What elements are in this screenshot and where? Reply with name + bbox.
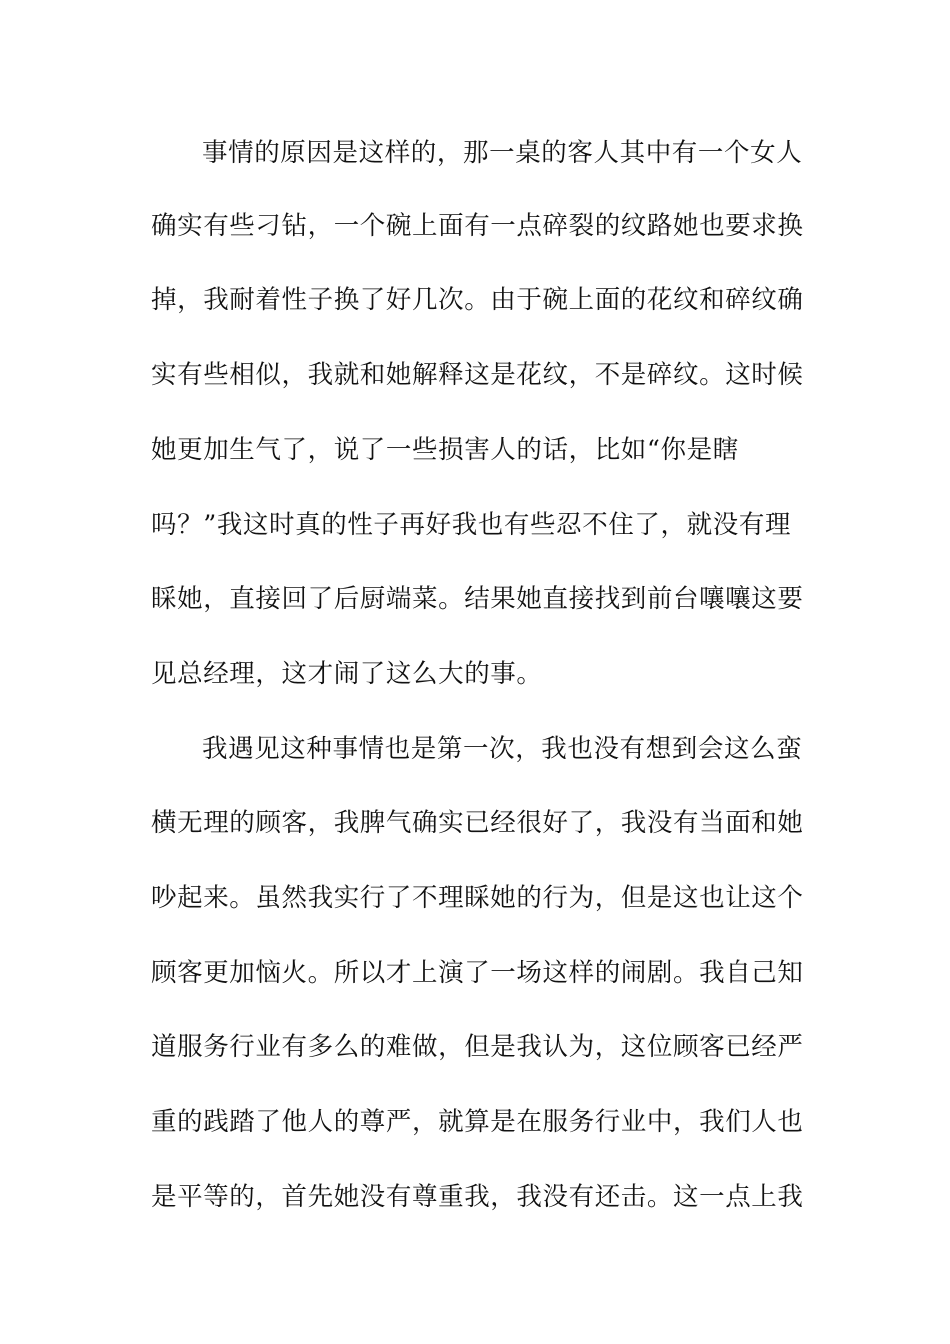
paragraph-2-line-6: 重的践踏了他人的尊严，就算是在服务行业中，我们人也 bbox=[151, 1107, 804, 1137]
paragraph-2-line-7: 是平等的，首先她没有尊重我，我没有还击。这一点上我 bbox=[151, 1182, 804, 1212]
paragraph-2-line-2: 横无理的顾客，我脾气确实已经很好了，我没有当面和她 bbox=[151, 808, 804, 838]
paragraph-1-line-2: 确实有些刁钻，一个碗上面有一点碎裂的纹路她也要求换 bbox=[151, 211, 804, 241]
paragraph-2-line-1: 我遇见这种事情也是第一次，我也没有想到会这么蛮 bbox=[202, 734, 803, 764]
paragraph-2-line-5: 道服务行业有多么的难做，但是我认为，这位顾客已经严 bbox=[151, 1032, 804, 1062]
paragraph-1-line-4: 实有些相似，我就和她解释这是花纹，不是碎纹。这时候 bbox=[151, 360, 804, 390]
paragraph-1-line-5: 她更加生气了，说了一些损害人的话，比如“你是瞎 bbox=[151, 435, 739, 465]
paragraph-1-line-3: 掉，我耐着性子换了好几次。由于碗上面的花纹和碎纹确 bbox=[151, 285, 804, 315]
paragraph-2-line-3: 吵起来。虽然我实行了不理睬她的行为，但是这也让这个 bbox=[151, 883, 804, 913]
paragraph-1-line-1: 事情的原因是这样的，那一桌的客人其中有一个女人 bbox=[202, 138, 803, 168]
paragraph-1-line-6: 吗？”我这时真的性子再好我也有些忍不住了，就没有理 bbox=[151, 510, 792, 540]
paragraph-1-line-7: 睬她，直接回了后厨端菜。结果她直接找到前台嚷嚷这要 bbox=[151, 584, 804, 614]
paragraph-1-line-8: 见总经理，这才闹了这么大的事。 bbox=[151, 659, 543, 689]
paragraph-2-line-4: 顾客更加恼火。所以才上演了一场这样的闹剧。我自己知 bbox=[151, 958, 804, 988]
